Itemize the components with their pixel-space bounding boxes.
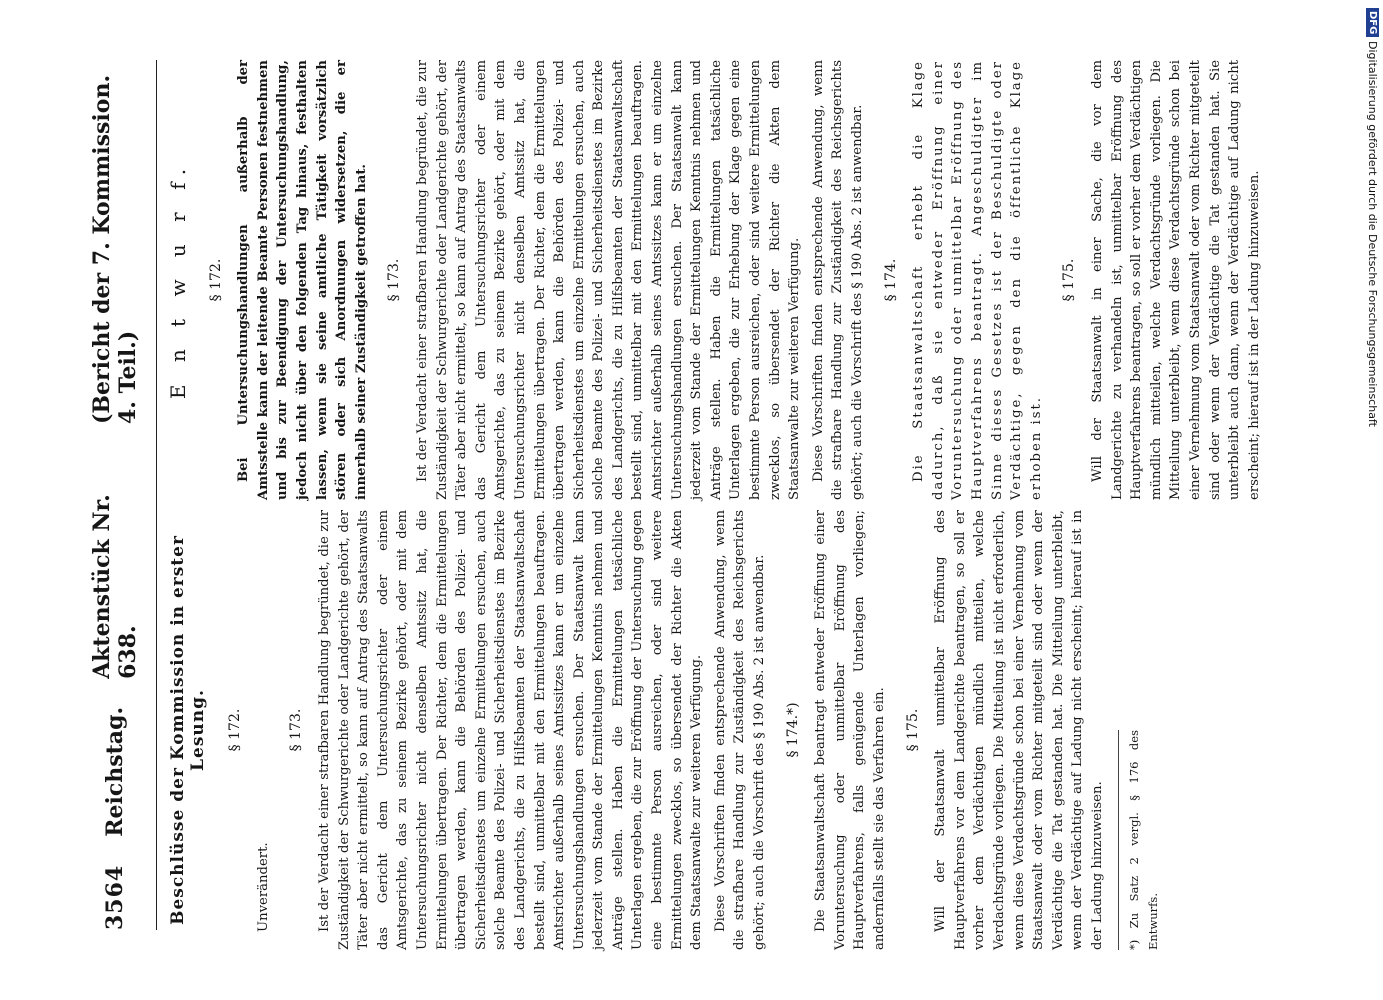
section-text: Ist der Verdacht einer strafbaren Handlung begründet, die zur Zuständigkeit der Schwurgerichte oder Landgerichte gehört, der Täter aber nicht ermittelt, so kann auf Antrag des Staatsanwalts das Gericht dem Untersuchungsrichter oder einem Amtsgerichte, das zu seinem Bezirke gehört, oder mit dem Untersuchungsrichter nicht denselben Amtssitz hat, die Ermittelungen übertragen. Der Richter, dem die Ermittelungen übertragen werden, kann die Behörden des Polizei- und Sicherheitsdienstes um einzelne Ermittelungen ersuchen, auch solche Beamte des Polizei- und Sicherheitsdienstes im Bezirke des Landgerichts, die zu Hilfsbeamten der Staatsanwaltschaft bestellt sind, unmittelbar mit den Ermittelungen beauftragen. Amtsrichter außerhalb seines Amtssitzes kann er um einzelne Untersuchungshandlungen ersuchen. Der Staatsanwalt kann jederzeit vom Stande der Ermittelungen Kenntnis nehmen und Anträge stellen. Haben die Ermittelungen tatsächliche Unterlagen ergeben, die zur Eröffnung der Untersuchung gegen eine bestimmte Person ausreichen, oder sind weitere Ermittelungen zwecklos, so übersendet der Richter die Akten dem Staatsanwalte zur weiteren Verfügung. [316,510,705,950]
section-heading: § 174.*) [784,702,801,758]
left-column-title: E n t w u r f. [166,160,190,400]
section-heading: § 173. [288,708,305,752]
right-column [163,510,1161,950]
section-text: Diese Vorschriften finden entsprechende Anwendung, wenn die strafbare Handlung zur Zuständigkeit des Reichsgerichts gehört; auch die Vorschrift des § 190 Abs. 2 ist anwendbar. [712,510,768,950]
header-center-title: Aktenstück Nr. 638. [89,494,141,679]
section-text: Die Staatsanwaltschaft erhebt die Klage dadurch, daß sie entweder Eröffnung einer Voruntersuchung oder unmittelbar Eröffnung des Hauptverfahrens beantragt. Angeschuldigter im Sinne dieses Gesetzes ist der Beschuldigte oder Verdächtige, gegen den die öffentliche Klage erhoben ist. [911,60,1044,500]
header-rule [156,60,157,930]
section-text: Diese Vorschriften finden entsprechende Anwendung, wenn die strafbare Handlung zur Zuständigkeit des Reichsgerichts gehört; auch die Vorschrift des § 190 Abs. 2 ist anwendbar. [810,60,865,500]
section-text: Ist der Verdacht einer strafbaren Handlung begründet, die zur Zuständigkeit der Schwurgerichte oder Landgerichte gehört, der Täter aber nicht ermittelt, so kann auf Antrag des Staatsanwalts das Gericht dem Untersuchungsrichter oder einem Amtsgerichte, das zu seinem Bezirke gehört, oder mit dem Untersuchungsrichter nicht denselben Amtssitz hat, die Ermittelungen übertragen. Der Richter, dem die Ermittelungen übertragen werden, kann die Behörden des Polizei- und Sicherheitsdienstes um einzelne Ermittelungen ersuchen, auch solche Beamte des Polizei- und Sicherheitsdienstes im Bezirke des Landgerichts, die zu Hilfsbeamten der Staatsanwaltschaft bestellt sind, unmittelbar mit den Ermittelungen beauftragen. Amtsrichter außerhalb seines Amtssitzes kann er um einzelne Untersuchungshandlungen ersuchen. Der Staatsanwalt kann jederzeit vom Stande der Ermittelungen Kenntnis nehmen und Anträge stellen. Haben die Ermittelungen tatsächliche Unterlagen ergeben, die zur Erhebung der Klage gegen eine bestimmte Person ausreichen, oder sind weitere Ermittelungen zwecklos, so übersendet der Richter die Akten dem Staatsanwalte zur weiteren Verfügung. [414,60,803,500]
footnote: *) Zu Satz 2 vergl. § 176 des Entwurfs. [1118,730,1164,950]
page-header [83,60,147,930]
dfg-logo: DFG [1366,8,1379,37]
section-heading: § 175. [904,708,921,752]
section-heading: § 174. [882,258,899,302]
digitization-note [1366,8,1379,427]
section-heading: § 175. [1061,258,1078,302]
section-heading: § 172. [227,708,244,752]
section-text: Unverändert. [255,842,271,932]
digitization-text: Digitalisierung gefördert durch die Deutsche Forschungsgemeinschaft [1366,41,1379,428]
section-heading: § 172. [207,258,224,302]
section-text: Will der Staatsanwalt unmittelbar Eröffnung des Hauptverfahrens vor dem Landgerichte beantragen, so soll er vorher dem Verdächtigen mündlich mitteilen, welche Verdachtsgründe vorliegen. Die Mitteilung ist nicht erforderlich, wenn diese Verdachtsgründe schon bei einer Vernehmung vom Staatsanwalt oder vom Richter mitgeteilt sind oder wenn der Verdächtige die Tat gestanden hat. Die Mitteilung unterbleibt, wenn der Verdächtige auf Ladung nicht erscheint; hierauf ist in der Ladung hinzuweisen. [933,510,1105,950]
right-column-title: Beschlüsse der Kommission in erster Lesung. [168,535,208,925]
header-right-title: (Bericht der 7. Kommission. 4. Teil.) [89,74,141,424]
section-text: Die Staatsanwaltschaft beantragt entweder Eröffnung einer Voruntersuchung oder unmittelbar Eröffnung des Hauptverfahrens, falls genügende Unterlagen vorliegen; andernfalls stellt sie das Verfahren ein. [813,510,887,950]
page-number: 3564 [102,864,128,930]
section-text: Bei Untersuchungshandlungen außerhalb der Amtsstelle kann der leitende Beamte Personen festnehmen und bis zur Beendigung der Untersuchungshandlung, jedoch nicht über den folgenden Tag hinaus, festhalten lassen, wenn sie seine amtliche Tätigkeit vorsätzlich stören oder sich Anordnungen widersetzen, die er innerhalb seiner Zuständigkeit getroffen hat. [236,60,369,500]
header-left-title: Reichstag. [102,706,128,837]
section-heading: § 173. [386,258,403,302]
left-column [163,60,1262,500]
section-text: Will der Staatsanwalt in einer Sache, die vor dem Landgerichte zu verhandeln ist, unmittelbar Eröffnung des Hauptverfahrens beantragen, so soll er vorher dem Verdächtigen mündlich mitteilen, welche Verdachtsgründe vorliegen. Die Mitteilung unterbleibt, wenn diese Verdachtsgründe schon bei einer Vernehmung vom Staatsanwalt oder vom Richter mitgeteilt sind oder wenn der Verdächtige die Tat gestanden hat. Sie unterbleibt auch dann, wenn der Verdächtige auf Ladung nicht erscheint; hierauf ist in der Ladung hinzuweisen. [1089,60,1262,500]
